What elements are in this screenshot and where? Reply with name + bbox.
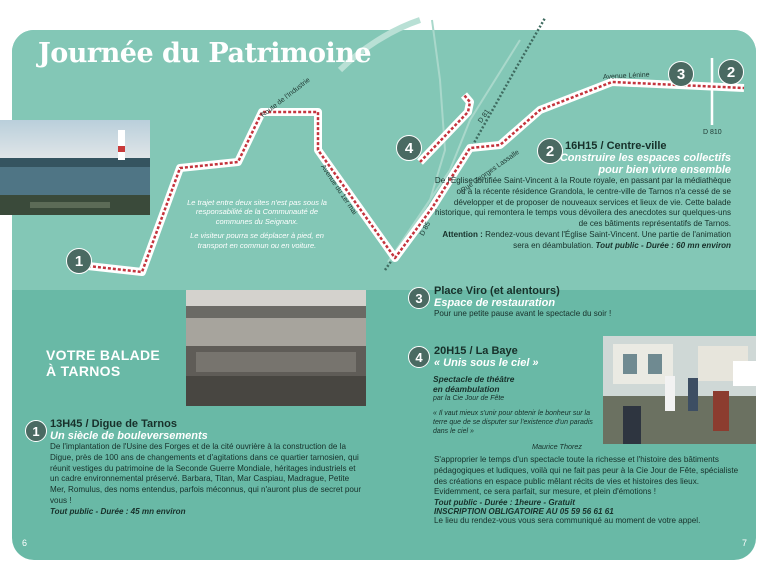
stop-2-attention-label: Attention :	[442, 229, 483, 239]
stop-4-subtitle: « Unis sous le ciel »	[434, 357, 539, 369]
stop-4-head	[434, 345, 604, 369]
lighthouse-image	[0, 120, 150, 215]
stop-4-show	[433, 374, 583, 402]
stop-4-badge: 4	[408, 346, 430, 368]
stop-4-show-line1: Spectacle de théâtre	[433, 374, 515, 384]
stop-2	[425, 140, 731, 251]
stop-2-attention-text: Rendez-vous devant l'Église Saint-Vincent. Une partie de l'animation sera en déambulation.	[485, 229, 731, 250]
road-label-d85: D 85	[418, 220, 433, 238]
road-label-1er-mai: Avenue du 1er mai	[319, 163, 358, 217]
stop-1-footer: Tout public - Durée : 45 mn environ	[50, 506, 186, 516]
stop-4-footer-1: Tout public - Durée : 1heure - Gratuit	[434, 498, 575, 507]
stop-2-heading: 16H15 / Centre-ville	[565, 140, 667, 152]
road-label-d81: D 81	[477, 108, 492, 125]
photo-digue-lighthouse	[0, 120, 150, 215]
map-note-line2: Le visiteur pourra se déplacer à pied, en transport en commun ou en voiture.	[190, 231, 324, 250]
stop-4-quote-author: Maurice Thorez	[532, 442, 582, 451]
stop-3-subtitle: Espace de restauration	[434, 297, 556, 309]
stop-4-heading: 20H15 / La Baye	[434, 345, 518, 357]
stop-4-body: S'approprier le temps d'un spectacle toute la richesse et l'histoire des bâtiments pédagogiques et ludiques, voilà qui ne fait pas peur à la Cie Jour de Fête, spécialiste des créations en espace public mêlant récits de vies et histoires des lieux. Evidemment, ce sera parfait, sur mesure, et plein d'émotions !	[434, 455, 739, 497]
photo-theatre-street	[603, 336, 756, 444]
balade-line1: VOTRE BALADE	[46, 347, 161, 363]
stop-4-footer-3: Le lieu du rendez-vous vous sera communiqué au moment de votre appel.	[434, 516, 701, 525]
road-label-lenine: Avenue Lénine	[602, 71, 650, 81]
balade-heading	[46, 347, 160, 379]
road-label-d810: D 810	[703, 129, 722, 136]
stop-3-heading: Place Viro (et alentours)	[434, 285, 560, 297]
map-marker-2-text: 2	[537, 138, 563, 164]
stop-4-quote: « Il vaut mieux s'unir pour obtenir le bonheur sur la terre que de se disputer sur l'existence d'un paradis dans le ciel »	[433, 410, 593, 436]
stop-3	[434, 285, 734, 320]
map-note-line1: Le trajet entre deux sites n'est pas sous la responsabilité de la Communauté de communes du Seignanx.	[187, 198, 327, 226]
stop-2-footer: Tout public - Durée : 60 mn environ	[595, 240, 731, 250]
stop-2-subtitle-2: pour bien vivre ensemble	[598, 164, 731, 176]
stop-4-footer-2: INSCRIPTION OBLIGATOIRE AU 05 59 56 61 61	[434, 507, 614, 516]
stop-4-details	[434, 455, 744, 527]
stop-1-heading: 13H45 / Digue de Tarnos	[50, 418, 177, 430]
photo-beach-historic	[186, 290, 366, 406]
page-number-right: 7	[742, 538, 748, 548]
stop-2-attention	[425, 230, 731, 252]
stop-2-subtitle-1: Construire les espaces collectifs	[559, 152, 731, 164]
map-marker-1: 1	[66, 248, 92, 274]
stop-4-company: par la Cie Jour de Fête	[433, 395, 505, 403]
stop-2-body: De l'Église fortifiée Saint-Vincent à la Route royale, en passant par la médiathèque ou à la récente résidence Grandola, le centre-ville de Tarnos n'a cessé de se développer et de proposer de nouveaux services et lieux de vie. Cette balade historique, qui remontera le temps vous dévoilera des anecdotes sur quelques-uns de ces bâtiments représentatifs de Tarnos.	[434, 176, 731, 228]
page-title: Journée du Patrimoine	[38, 38, 372, 69]
page-number-left: 6	[22, 538, 28, 548]
map-marker-3: 3	[668, 61, 694, 87]
road-label-industrie: Route de l'Industrie	[259, 76, 312, 120]
stop-4-show-line2: en déambulation	[433, 384, 500, 395]
map-marker-2: 2	[718, 59, 744, 85]
beach-image	[186, 290, 366, 406]
theatre-image	[603, 336, 756, 444]
stop-1-body: De l'implantation de l'Usine des Forges et de la cité ouvrière à la construction de la Digue, près de 100 ans de changements et d'agitations dans ce quartier tarnosien, qui réunit vestiges du patrimoine de la Seconde Guerre Mondiale, héritages industriels et un cadre environnemental préservé. Barbara, Titan, Mar Caspiau, Madrague, Petite Mer, Romulus, des noms entendus, parfois méconnus, qui n'auront plus de secret pour vous !	[50, 442, 362, 505]
stop-1-badge: 1	[25, 420, 47, 442]
stop-1	[50, 418, 365, 516]
road-label-georges-lassalle: Rue Georges Lassalle	[459, 148, 521, 195]
map-marker-4: 4	[396, 135, 422, 161]
map-note	[182, 198, 332, 255]
stop-3-body: Pour une petite pause avant le spectacle du soir !	[434, 309, 612, 318]
stop-3-badge: 3	[408, 287, 430, 309]
balade-line2: À TARNOS	[46, 363, 121, 380]
stop-1-subtitle: Un siècle de bouleversements	[50, 430, 208, 442]
